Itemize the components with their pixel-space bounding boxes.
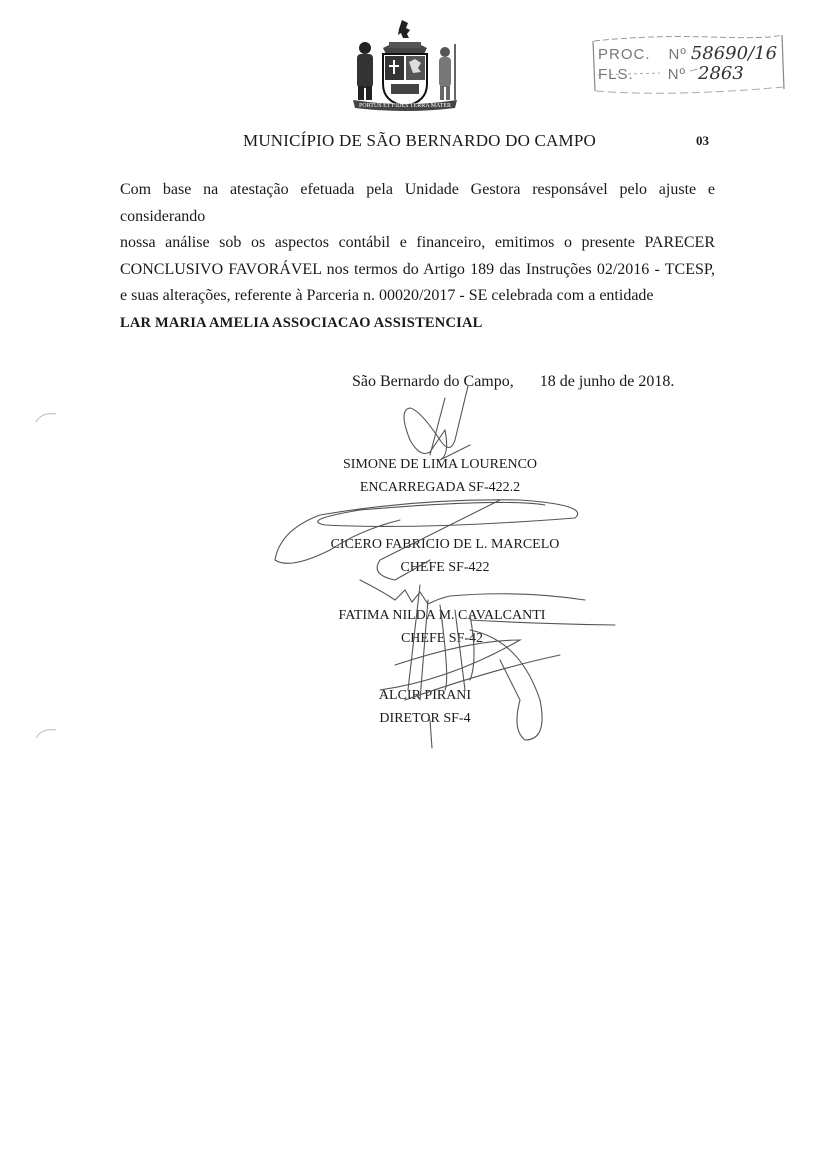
stamp-fls-row xyxy=(598,63,744,84)
stamp-proc-number: 58690/16 xyxy=(690,43,778,64)
stamp-fls-label: FLS. xyxy=(598,66,634,83)
paragraph-line: nossa análise sob os aspectos contábil e financeiro, emitimos o presente PARECER xyxy=(120,234,715,251)
coat-of-arms-logo xyxy=(345,18,465,113)
margin-mark xyxy=(32,410,62,424)
signatory-name: CICERO FABRICIO DE L. MARCELO xyxy=(330,537,560,552)
signatory-block xyxy=(370,684,480,730)
signatory-name: SIMONE DE LIMA LOURENCO xyxy=(342,457,538,472)
svg-text:PORTUS ET FIDES TERRA MATER: PORTUS ET FIDES TERRA MATER xyxy=(358,103,452,109)
signatory-block xyxy=(330,453,550,499)
stamp-fls-number: 2863 xyxy=(698,63,744,84)
signatory-name: FATIMA NILDA M. CAVALCANTI xyxy=(338,608,546,623)
signatory-title: CHEFE SF-422 xyxy=(400,560,490,575)
signatory-title: CHEFE SF-42 xyxy=(400,631,484,646)
date-value: 18 de junho de 2018. xyxy=(539,373,675,390)
date-place: São Bernardo do Campo, xyxy=(352,373,514,390)
stamp-proc-label: PROC. xyxy=(598,46,651,63)
signatory-title: ENCARREGADA SF-422.2 xyxy=(359,480,521,495)
entity-name: LAR MARIA AMELIA ASSOCIACAO ASSISTENCIAL xyxy=(120,314,483,331)
page-number: 03 xyxy=(696,133,709,148)
date-line xyxy=(352,373,674,391)
paragraph-line: CONCLUSIVO FAVORÁVEL nos termos do Artigo 189 das Instruções 02/2016 - TCESP, xyxy=(120,260,715,278)
stamp-proc-no-label: Nº xyxy=(668,46,687,63)
stamp-fls-no-label: Nº xyxy=(667,66,686,83)
municipality-header: MUNICÍPIO DE SÃO BERNARDO DO CAMPO xyxy=(243,131,596,150)
signatory-name: ALCIR PIRANI xyxy=(378,688,472,703)
signatory-block xyxy=(322,604,562,650)
protocol-stamp xyxy=(590,27,786,97)
signatory-block xyxy=(320,533,570,579)
signatory-title: DIRETOR SF-4 xyxy=(379,711,471,726)
paragraph-line: e suas alterações, referente à Parceria n. 00020/2017 - SE celebrada com a entidade xyxy=(120,287,654,304)
paragraph-line: Com base na atestação efetuada pela Unidade Gestora responsável pelo ajuste e considerando xyxy=(120,181,715,225)
opinion-paragraph xyxy=(120,177,715,336)
stamp-proc-row xyxy=(598,43,777,64)
margin-mark xyxy=(32,726,62,740)
